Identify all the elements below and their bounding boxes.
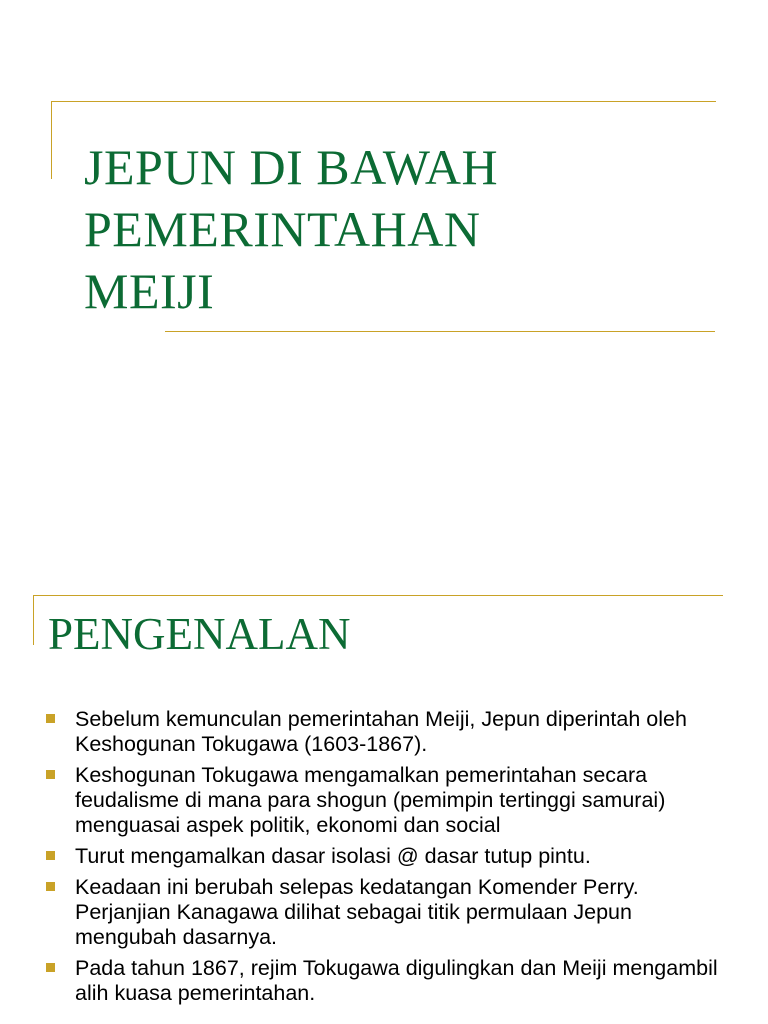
bullet-item	[45, 763, 735, 838]
section-frame-left-rule	[33, 595, 34, 645]
slide-title	[84, 136, 704, 322]
bullet-text: Turut mengamalkan dasar isolasi @ dasar tutup pintu.	[75, 844, 591, 868]
bullet-text: Pada tahun 1867, rejim Tokugawa digulingkan dan Meiji mengambil alih kuasa pemerintahan.	[75, 956, 718, 1005]
bullet-item	[45, 875, 735, 950]
section-frame-top-rule	[33, 595, 723, 596]
bullet-text: Sebelum kemunculan pemerintahan Meiji, Jepun diperintah oleh Keshogunan Tokugawa (1603-1867).	[75, 707, 687, 756]
slide-title-line-3: MEIJI	[84, 263, 215, 319]
title-frame-left-rule	[51, 101, 52, 179]
slide-title-line-2: PEMERINTAHAN	[84, 201, 481, 257]
square-bullet-icon	[46, 714, 55, 723]
bullet-item	[45, 707, 735, 757]
square-bullet-icon	[46, 963, 55, 972]
title-frame-bottom-rule	[165, 331, 715, 332]
slide-title-line-1: JEPUN DI BAWAH	[84, 139, 499, 195]
section-title: PENGENALAN	[48, 609, 351, 659]
bullet-item	[45, 956, 735, 1006]
bullet-item	[45, 844, 735, 869]
intro-slide	[0, 560, 768, 1024]
square-bullet-icon	[46, 851, 55, 860]
title-frame-top-rule	[51, 101, 716, 102]
bullet-list	[45, 707, 735, 1012]
bullet-text: Keadaan ini berubah selepas kedatangan Komender Perry. Perjanjian Kanagawa dilihat sebagai titik permulaan Jepun mengubah dasarnya.	[75, 875, 639, 949]
square-bullet-icon	[46, 882, 55, 891]
bullet-text: Keshogunan Tokugawa mengamalkan pemerintahan secara feudalisme di mana para shogun (pemimpin tertinggi samurai) menguasai aspek politik, ekonomi dan social	[75, 763, 666, 837]
square-bullet-icon	[46, 770, 55, 779]
